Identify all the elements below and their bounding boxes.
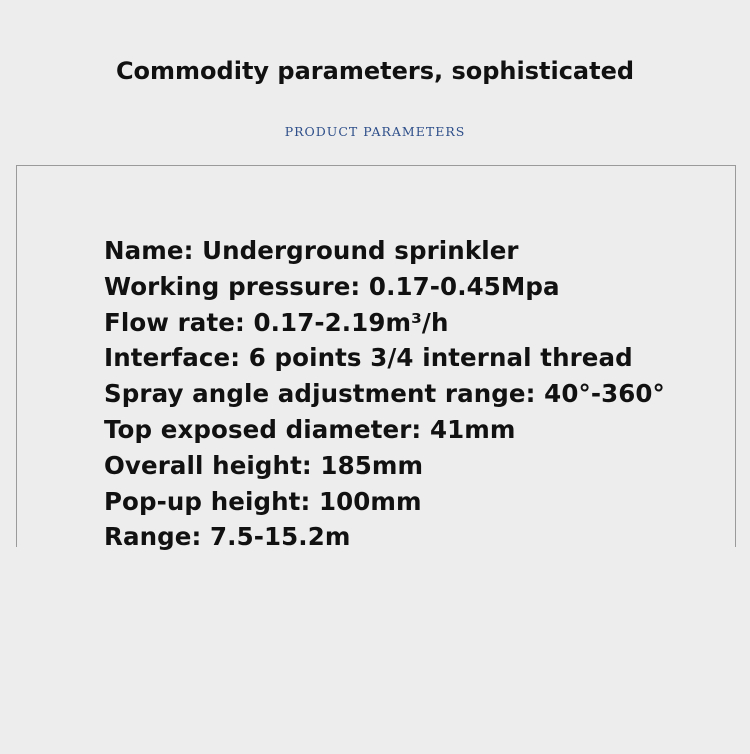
section-subtitle: PRODUCT PARAMETERS bbox=[284, 124, 466, 139]
param-flow-rate: Flow rate: 0.17-2.19m³/h bbox=[104, 307, 449, 337]
param-top-diameter: Top exposed diameter: 41mm bbox=[104, 414, 516, 444]
param-interface: Interface: 6 points 3/4 internal thread bbox=[104, 343, 633, 373]
param-name: Name: Underground sprinkler bbox=[104, 236, 519, 265]
param-working-pressure: Working pressure: 0.17-0.45Mpa bbox=[104, 271, 560, 301]
parameters-list bbox=[104, 233, 665, 555]
param-overall-height: Overall height: 185mm bbox=[104, 450, 424, 480]
param-range: Range: 7.5-15.2m bbox=[104, 522, 351, 552]
param-popup-height: Pop-up height: 100mm bbox=[104, 486, 422, 516]
param-spray-angle: Spray angle adjustment range: 40°-360° bbox=[104, 379, 665, 409]
page-title: Commodity parameters, sophisticated bbox=[115, 57, 635, 85]
